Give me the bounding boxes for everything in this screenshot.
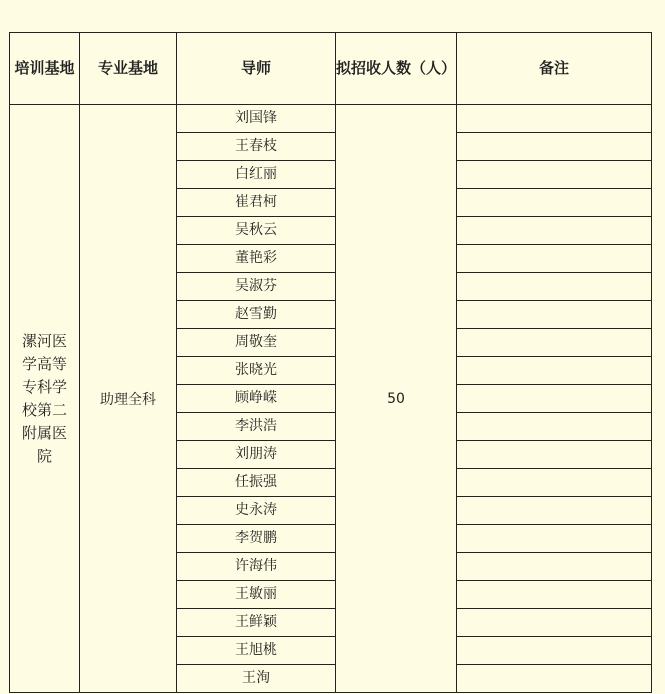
- remark-cell: [457, 525, 652, 553]
- tutor-cell: 顾峥嵘: [177, 385, 336, 413]
- remark-cell: [457, 385, 652, 413]
- remark-cell: [457, 161, 652, 189]
- tutor-cell: 李贺鹏: [177, 525, 336, 553]
- remark-cell: [457, 133, 652, 161]
- table-body: [10, 105, 652, 693]
- remark-cell: [457, 245, 652, 273]
- tutor-cell: 吴秋云: [177, 217, 336, 245]
- remark-cell: [457, 357, 652, 385]
- header-remark: 备注: [457, 33, 652, 105]
- training-base-table: [9, 32, 652, 693]
- tutor-cell: 王春枝: [177, 133, 336, 161]
- remark-cell: [457, 273, 652, 301]
- header-planned: 拟招收人数（人）: [336, 33, 457, 105]
- tutor-cell: 周敬奎: [177, 329, 336, 357]
- tutor-cell: 白红丽: [177, 161, 336, 189]
- remark-cell: [457, 441, 652, 469]
- tutor-cell: 董艳彩: [177, 245, 336, 273]
- remark-cell: [457, 637, 652, 665]
- remark-cell: [457, 329, 652, 357]
- remark-cell: [457, 469, 652, 497]
- remark-cell: [457, 105, 652, 133]
- tutor-cell: 刘国锋: [177, 105, 336, 133]
- remark-cell: [457, 497, 652, 525]
- tutor-cell: 王鲜颖: [177, 609, 336, 637]
- tutor-cell: 吴淑芬: [177, 273, 336, 301]
- tutor-cell: 刘朋涛: [177, 441, 336, 469]
- remark-cell: [457, 217, 652, 245]
- remark-cell: [457, 553, 652, 581]
- header-row: [10, 33, 652, 105]
- remark-cell: [457, 189, 652, 217]
- training-table-container: [9, 32, 652, 693]
- specialty-cell: 助理全科: [80, 105, 177, 693]
- tutor-cell: 崔君柯: [177, 189, 336, 217]
- tutor-cell: 许海伟: [177, 553, 336, 581]
- header-specialty: 专业基地: [80, 33, 177, 105]
- tutor-cell: 史永涛: [177, 497, 336, 525]
- header-tutor: 导师: [177, 33, 336, 105]
- remark-cell: [457, 301, 652, 329]
- remark-cell: [457, 413, 652, 441]
- remark-cell: [457, 581, 652, 609]
- table-row: [10, 105, 652, 133]
- header-base: 培训基地: [10, 33, 80, 105]
- remark-cell: [457, 609, 652, 637]
- tutor-cell: 张晓光: [177, 357, 336, 385]
- tutor-cell: 赵雪勤: [177, 301, 336, 329]
- tutor-cell: 王旭桃: [177, 637, 336, 665]
- base-name-cell: 漯河医学高等专科学校第二附属医院: [10, 105, 80, 693]
- tutor-cell: 李洪浩: [177, 413, 336, 441]
- tutor-cell: 任振强: [177, 469, 336, 497]
- tutor-cell: 王敏丽: [177, 581, 336, 609]
- remark-cell: [457, 665, 652, 693]
- planned-count-cell: 50: [336, 105, 457, 693]
- tutor-cell: 王洵: [177, 665, 336, 693]
